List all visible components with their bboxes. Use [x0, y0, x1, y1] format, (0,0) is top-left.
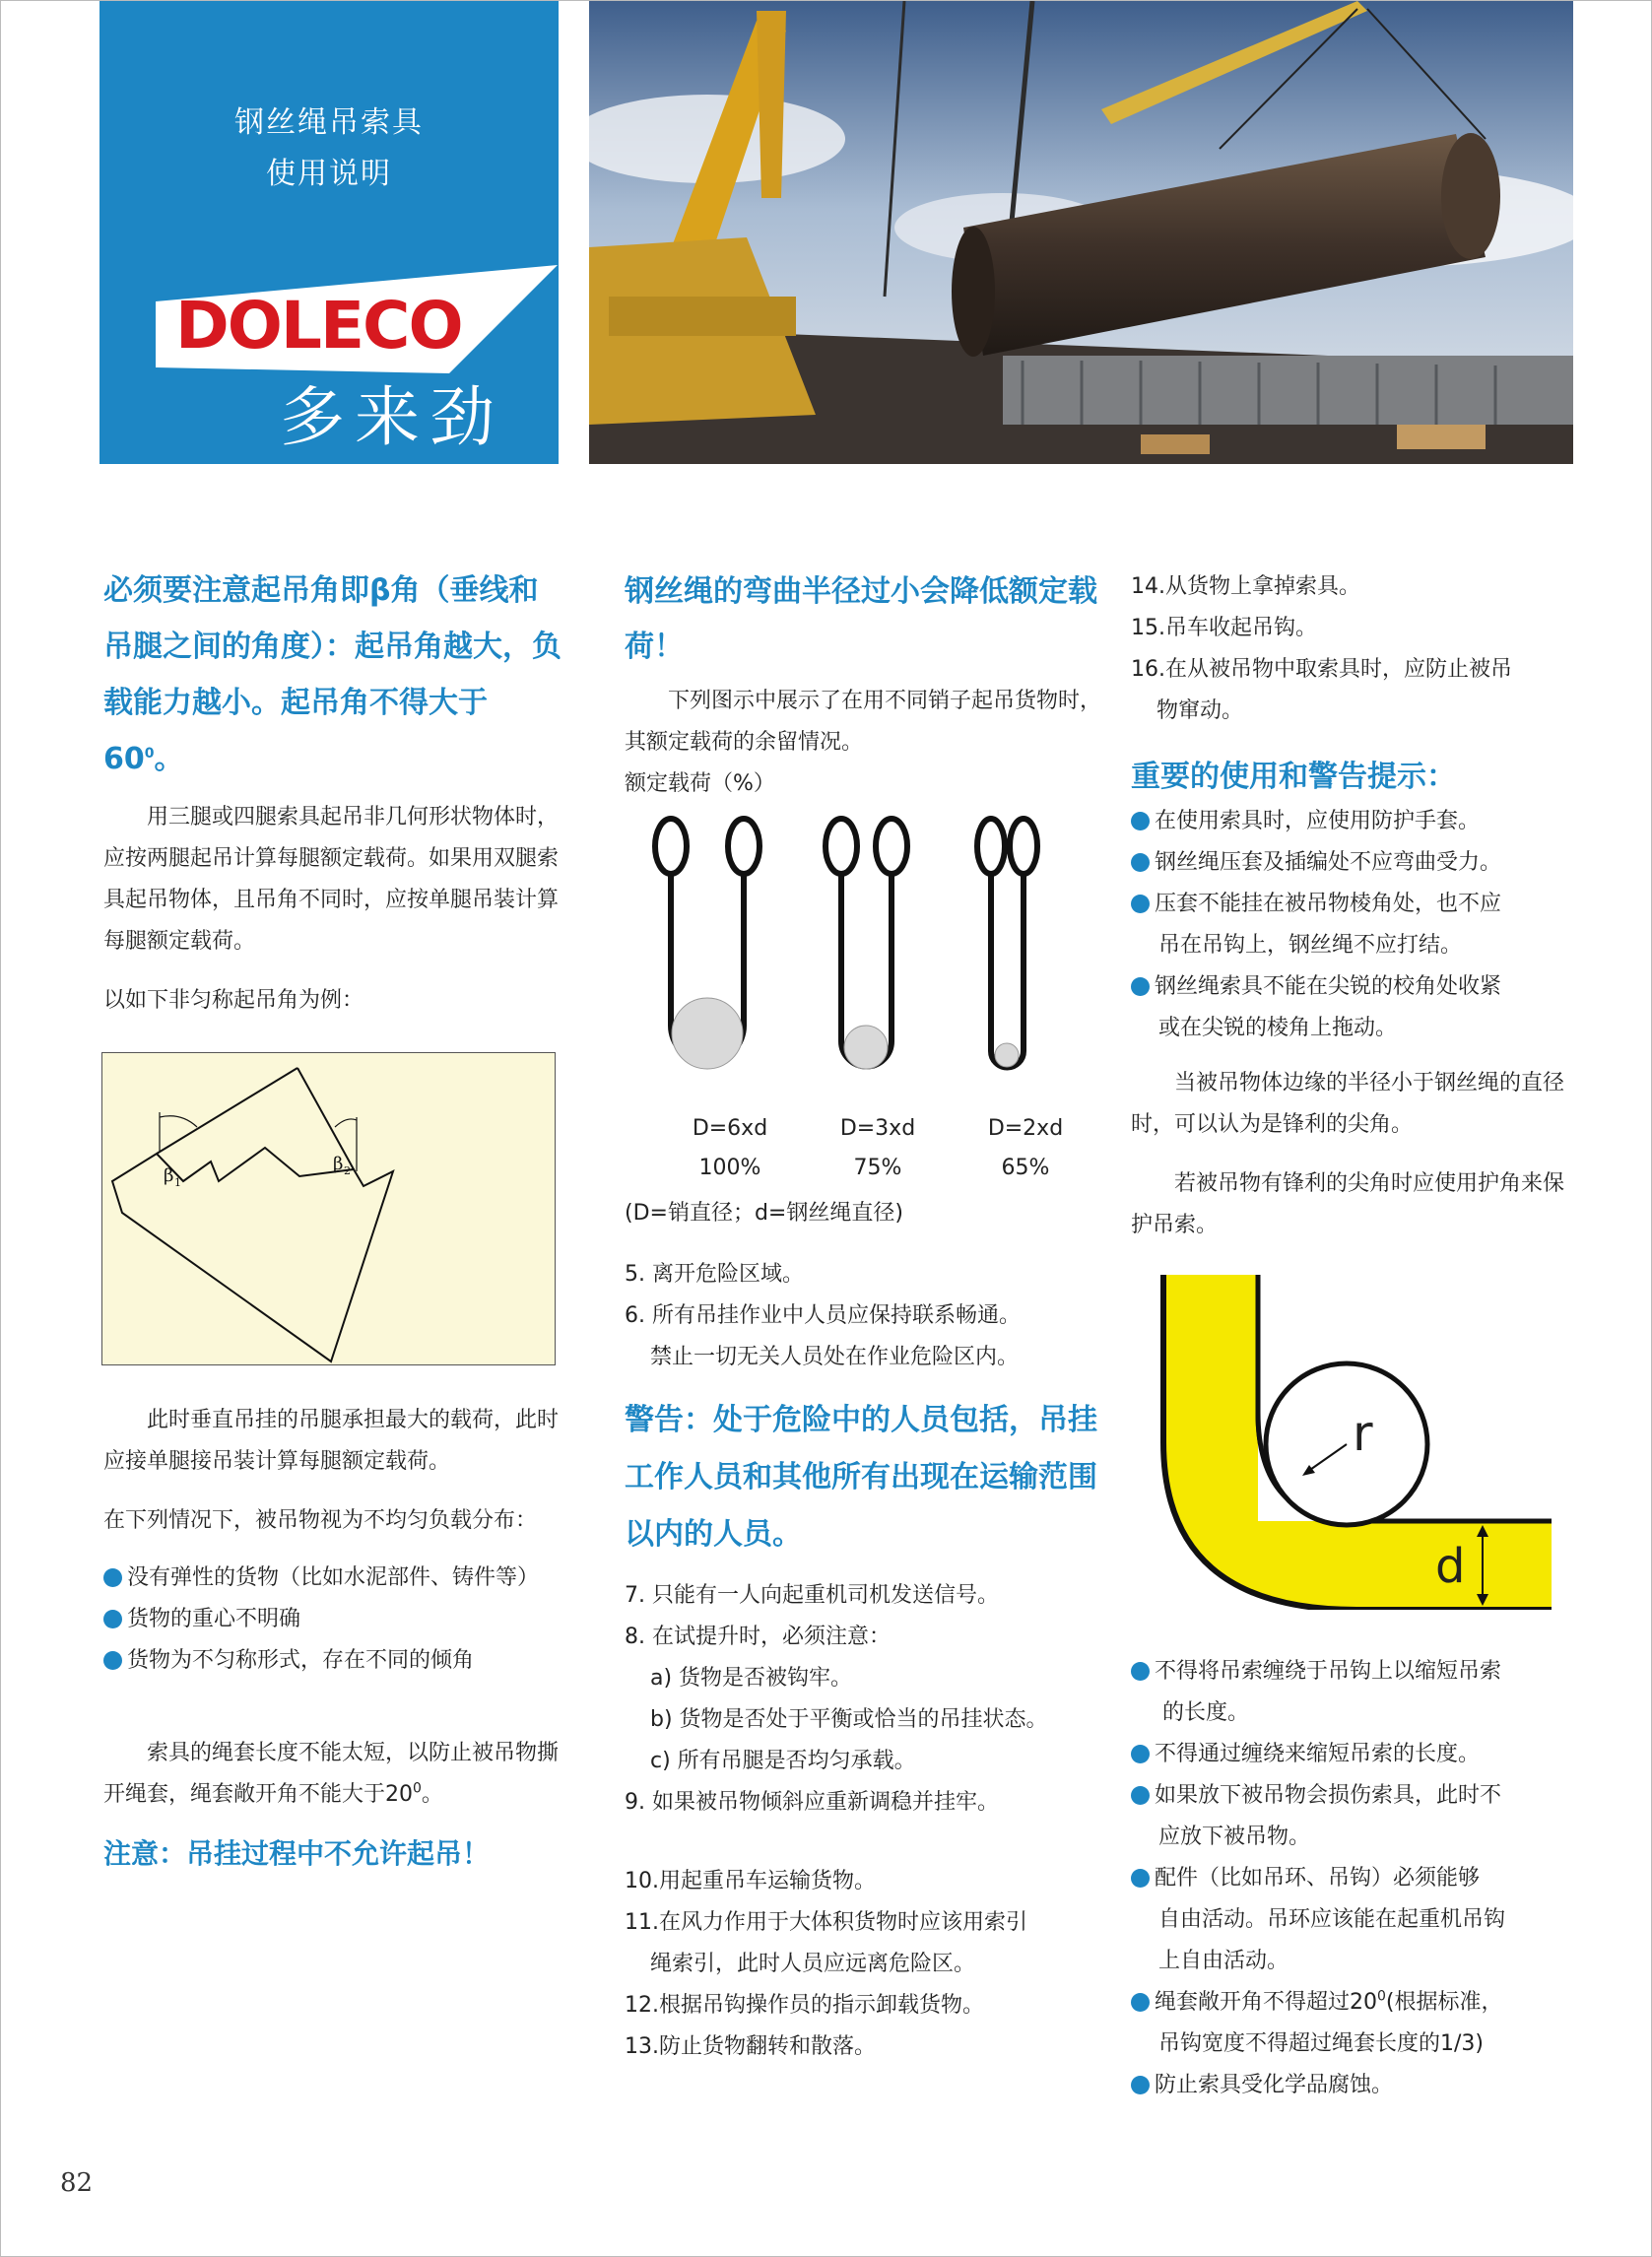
list-item: 在使用索具时，应使用防护手套。 — [1131, 801, 1574, 842]
list-item: 11.在风力作用于大体积货物时应该用索引 — [625, 1910, 1027, 1935]
col2-para1: 下列图示中展示了在用不同销子起吊货物时，其额定载荷的余留情况。 — [625, 689, 1102, 755]
column-3-lower — [1131, 1651, 1574, 2106]
radius-r-label: r — [1353, 1405, 1373, 1462]
logo-brand-text: DOLECO — [175, 288, 462, 364]
list-item: b) 货物是否处于平衡或恰当的吊挂状态。 — [650, 1707, 1048, 1732]
col3-para2: 若被吊物有锋利的尖角时应使用护角来保护吊索。 — [1131, 1171, 1565, 1237]
list-item: 钢丝绳索具不能在尖锐的校角处收紧 或在尖锐的棱角上拖动。 — [1131, 966, 1574, 1049]
list-item: 15.吊车收起吊钩。 — [1131, 616, 1317, 640]
column-3 — [1131, 566, 1574, 1246]
col1-heading-end: 。 — [154, 742, 184, 776]
bullet-dot-icon — [1131, 1993, 1150, 2012]
list-item: 10.用起重吊车运输货物。 — [625, 1869, 876, 1893]
col1-heading-degree: 0 — [144, 746, 155, 762]
column-2-lower — [625, 1193, 1107, 2068]
list-item: 不得通过缠绕来缩短吊索的长度。 — [1131, 1734, 1574, 1775]
beta2-subscript: 2 — [344, 1164, 351, 1177]
rope-d-label: d — [1435, 1539, 1466, 1594]
page-number: 82 — [60, 2168, 94, 2198]
col1-bullet-list — [103, 1558, 566, 1682]
logo-brand-cn: 多来劲 — [280, 379, 504, 455]
list-item: c) 所有吊腿是否均匀承载。 — [650, 1749, 916, 1773]
header-title-line1: 钢丝绳吊索具 — [234, 105, 424, 140]
diagram-1-labels: D=6xd 100% — [692, 1116, 768, 1180]
beta1-subscript: 1 — [174, 1176, 181, 1189]
list-item: 9. 如果被吊物倾斜应重新调稳并挂牢。 — [625, 1790, 999, 1815]
header-title-line2: 使用说明 — [266, 157, 392, 191]
bullet-dot-icon — [1131, 853, 1150, 872]
bullet-dot-icon — [1131, 1745, 1150, 1763]
bullet-dot-icon — [1131, 1662, 1150, 1681]
list-item: 绳索引，此时人员应远离危险区。 — [650, 1952, 976, 1976]
asymmetric-lift-diagram — [101, 1052, 556, 1365]
beta2-label: β — [333, 1154, 344, 1174]
col2-heading: 钢丝绳的弯曲半径过小会降低额定载荷！ — [625, 574, 1097, 664]
bullet-dot-icon — [1131, 2076, 1150, 2094]
bending-radius-diagrams — [641, 809, 1055, 1095]
list-item: 12.根据吊钩操作员的指示卸载货物。 — [625, 1993, 984, 2018]
list-item: 配件（比如吊环、吊钩）必须能够 自由活动。吊环应该能在起重机吊钩 上自由活动。 — [1131, 1858, 1574, 1982]
list-item: 货物为不匀称形式，存在不同的倾角 — [103, 1640, 566, 1682]
list-item: 钢丝绳压套及插编处不应弯曲受力。 — [1131, 842, 1574, 884]
col1-para5: 索具的绳套长度不能太短，以防止被吊物撕开绳套，绳套敞开角不能大于$20^0$。 — [103, 1741, 560, 1807]
beta1-label: β — [164, 1165, 174, 1186]
bullet-dot-icon — [103, 1651, 122, 1670]
list-item: 5. 离开危险区域。 — [625, 1262, 804, 1287]
col1-heading — [103, 563, 566, 787]
col1-note: 注意：吊挂过程中不允许起吊！ — [103, 1837, 491, 1870]
list-item: 8. 在试提升时，必须注意： — [625, 1625, 891, 1649]
list-item: a) 货物是否被钩牢。 — [650, 1666, 853, 1691]
diagram-3-labels: D=2xd 65% — [987, 1116, 1064, 1180]
col3-list — [1131, 566, 1574, 732]
list-item: 14.从货物上拿掉索具。 — [1131, 574, 1360, 599]
list-item: 绳套敞开角不得超过$20^0$(根据标准， 吊钩宽度不得超过绳套长度的1/3) — [1131, 1982, 1574, 2065]
list-item: 防止索具受化学品腐蚀。 — [1131, 2065, 1574, 2106]
col1-para2: 以如下非匀称起吊角为例： — [103, 988, 364, 1013]
list-item: 7. 只能有一人向起重机司机发送信号。 — [625, 1583, 999, 1608]
edge-radius-diagram — [1159, 1275, 1552, 1610]
col2-list-c — [625, 1861, 1107, 2068]
col1-heading-text: 必须要注意起吊角即β角（垂线和吊腿之间的角度）：起吊角越大，负载能力越小。起吊角不得大于60 — [103, 573, 562, 776]
list-item: 没有弹性的货物（比如水泥部件、铸件等） — [103, 1558, 566, 1599]
rated-load-label: 额定载荷（%） — [625, 771, 775, 796]
list-item: 不得将吊索缠绕于吊钩上以缩短吊索 的长度。 — [1131, 1651, 1574, 1734]
col1-para1: 用三腿或四腿索具起吊非几何形状物体时，应按两腿起吊计算每腿额定载荷。如果用双腿索具起吊物体，且吊角不同时，应按单腿吊装计算每腿额定载荷。 — [103, 805, 560, 954]
bullet-dot-icon — [103, 1610, 122, 1628]
header-photo — [589, 1, 1573, 464]
col3-heading: 重要的使用和警告提示： — [1131, 760, 1456, 794]
bullet-dot-icon — [1131, 895, 1150, 913]
col1-para4: 在下列情况下，被吊物视为不均匀负载分布： — [103, 1508, 538, 1533]
list-item: 如果放下被吊物会损伤索具，此时不 应放下被吊物。 — [1131, 1775, 1574, 1858]
list-item: 13.防止货物翻转和散落。 — [625, 2034, 876, 2059]
list-item: 16.在从被吊物中取索具时，应防止被吊 — [1131, 657, 1512, 682]
bullet-dot-icon — [1131, 977, 1150, 996]
list-item: 6. 所有吊挂作业中人员应保持联系畅通。 — [625, 1303, 1021, 1328]
bullet-dot-icon — [1131, 812, 1150, 830]
diagram-legend: (D=销直径；d=钢丝绳直径) — [625, 1201, 903, 1226]
column-2 — [625, 564, 1107, 805]
col1-para3: 此时垂直吊挂的吊腿承担最大的载荷，此时应接单腿接吊装计算每腿额定载荷。 — [103, 1408, 560, 1474]
col3-para1: 当被吊物体边缘的半径小于钢丝绳的直径时，可以认为是锋利的尖角。 — [1131, 1071, 1565, 1137]
diagram-2-labels: D=3xd 75% — [839, 1116, 916, 1180]
bullet-dot-icon — [1131, 1786, 1150, 1805]
col2-list-a — [625, 1254, 1107, 1378]
list-item: 禁止一切无关人员处在作业危险区内。 — [650, 1345, 1020, 1369]
column-1 — [103, 563, 566, 1022]
col2-warning: 警告：处于危险中的人员包括，吊挂工作人员和其他所有出现在运输范围以内的人员。 — [625, 1403, 1097, 1552]
list-item: 压套不能挂在被吊物棱角处，也不应 吊在吊钩上，钢丝绳不应打结。 — [1131, 884, 1574, 966]
col2-list-b — [625, 1575, 1107, 1824]
list-item: 货物的重心不明确 — [103, 1599, 566, 1640]
header-title-box — [99, 1, 559, 464]
doleco-logo — [154, 257, 607, 464]
col3-bullet-list-a — [1131, 801, 1574, 1049]
list-item: 物窜动。 — [1156, 698, 1244, 723]
column-1-lower — [103, 1400, 566, 1879]
bullet-dot-icon — [1131, 1869, 1150, 1888]
bullet-dot-icon — [103, 1568, 122, 1587]
